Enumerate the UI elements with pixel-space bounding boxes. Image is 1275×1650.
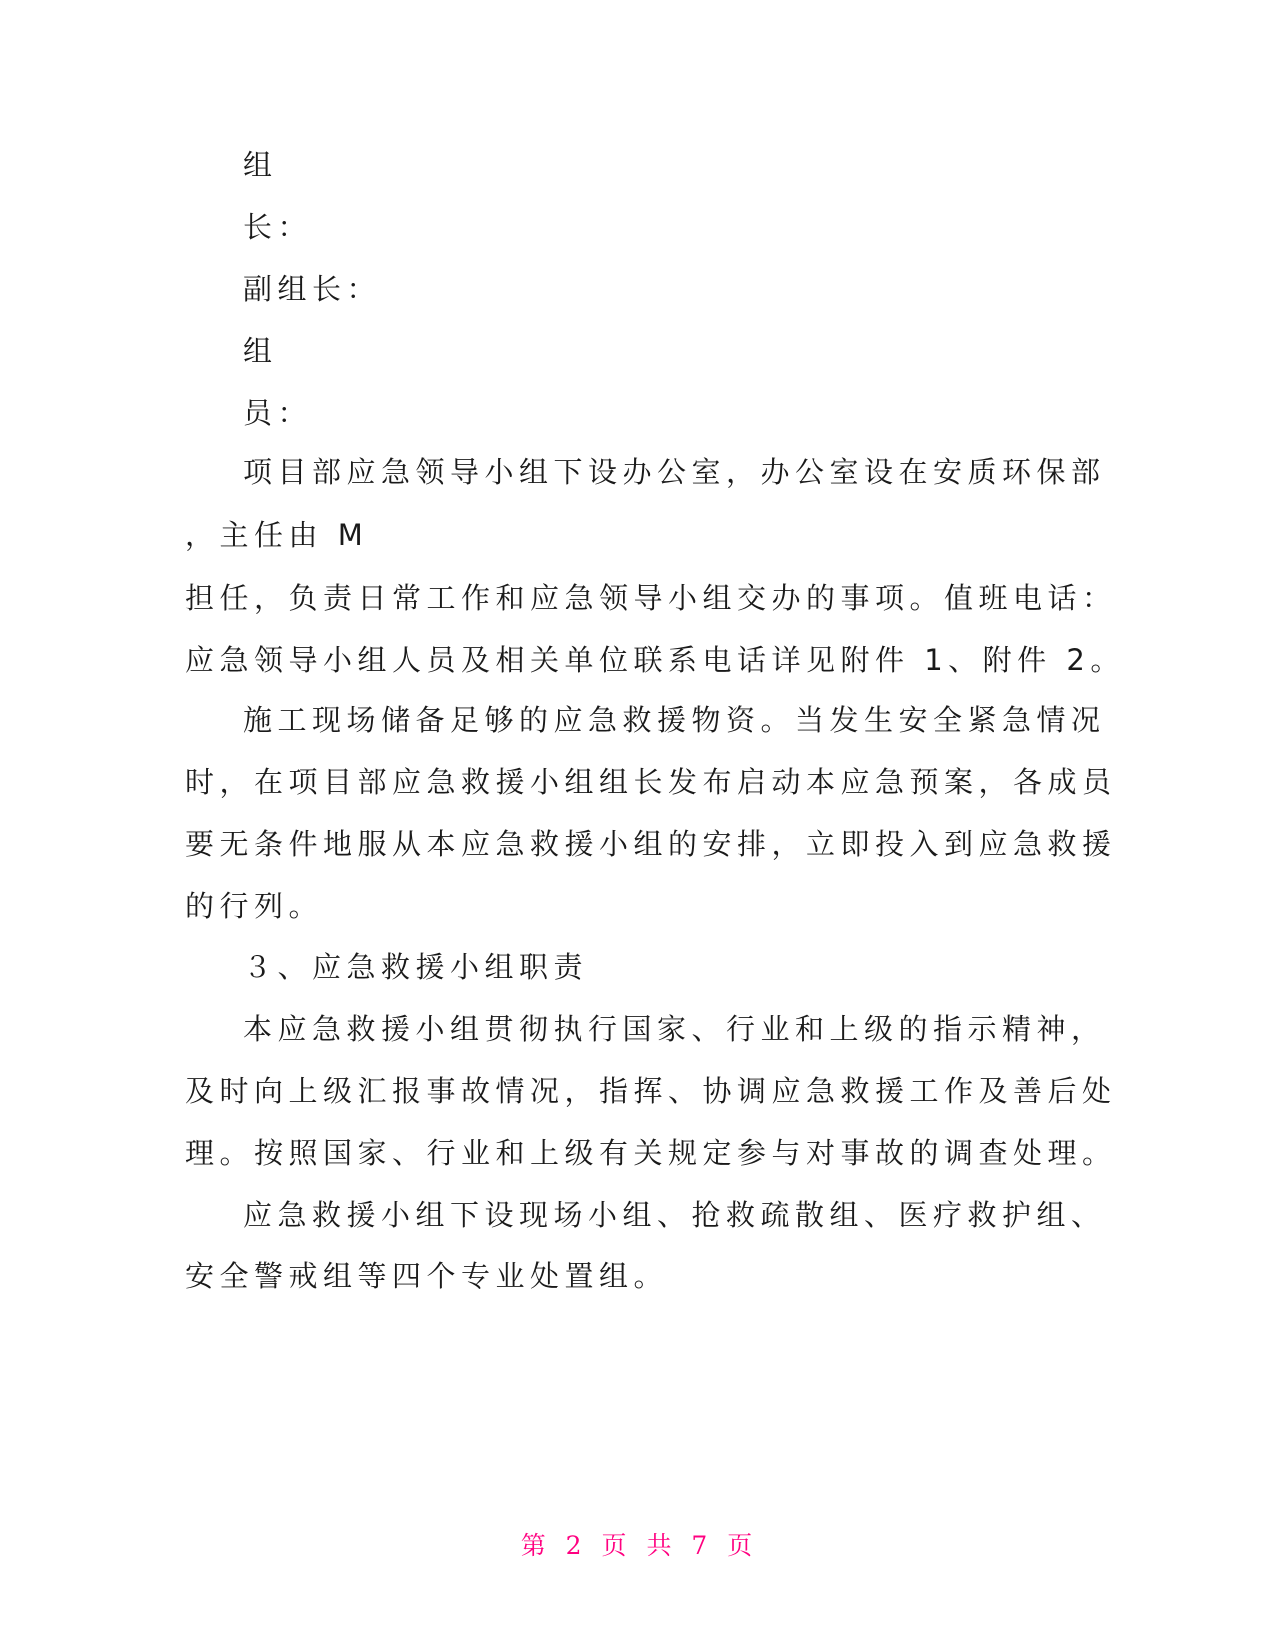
roster-members-line2: 员： [243, 396, 313, 430]
groups-paragraph-line1: 应急救援小组下设现场小组、抢救疏散组、医疗救护组、 [243, 1198, 1106, 1232]
supplies-paragraph-line1: 施工现场储备足够的应急救援物资。当发生安全紧急情况 [243, 703, 1106, 737]
duties-paragraph-line3: 理。按照国家、行业和上级有关规定参与对事故的调查处理。 [185, 1136, 1117, 1170]
roster-leader-line2: 长： [243, 210, 313, 244]
roster-members-line1: 组 [243, 334, 278, 368]
supplies-paragraph-line4: 的行列。 [185, 889, 324, 923]
roster-leader-line1: 组 [243, 148, 278, 182]
office-paragraph-line2: ，主任由 M [185, 518, 369, 552]
office-paragraph-line4: 应急领导小组人员及相关单位联系电话详见附件 1、附件 2。 [185, 643, 1125, 677]
supplies-paragraph-line2: 时，在项目部应急救援小组组长发布启动本应急预案，各成员 [185, 765, 1117, 799]
office-paragraph-line1: 项目部应急领导小组下设办公室，办公室设在安质环保部 [243, 455, 1106, 489]
duties-paragraph-line2: 及时向上级汇报事故情况，指挥、协调应急救援工作及善后处 [185, 1074, 1117, 1108]
office-paragraph-line3: 担任，负责日常工作和应急领导小组交办的事项。值班电话： [185, 581, 1117, 615]
page-number-footer: 第 2 页 共 7 页 [520, 1531, 755, 1560]
groups-paragraph-line2: 安全警戒组等四个专业处置组。 [185, 1259, 669, 1293]
roster-deputy-leader: 副组长： [243, 272, 382, 306]
section-heading: ３、应急救援小组职责 [243, 950, 589, 984]
duties-paragraph-line1: 本应急救援小组贯彻执行国家、行业和上级的指示精神， [243, 1012, 1106, 1046]
supplies-paragraph-line3: 要无条件地服从本应急救援小组的安排，立即投入到应急救援 [185, 827, 1117, 861]
